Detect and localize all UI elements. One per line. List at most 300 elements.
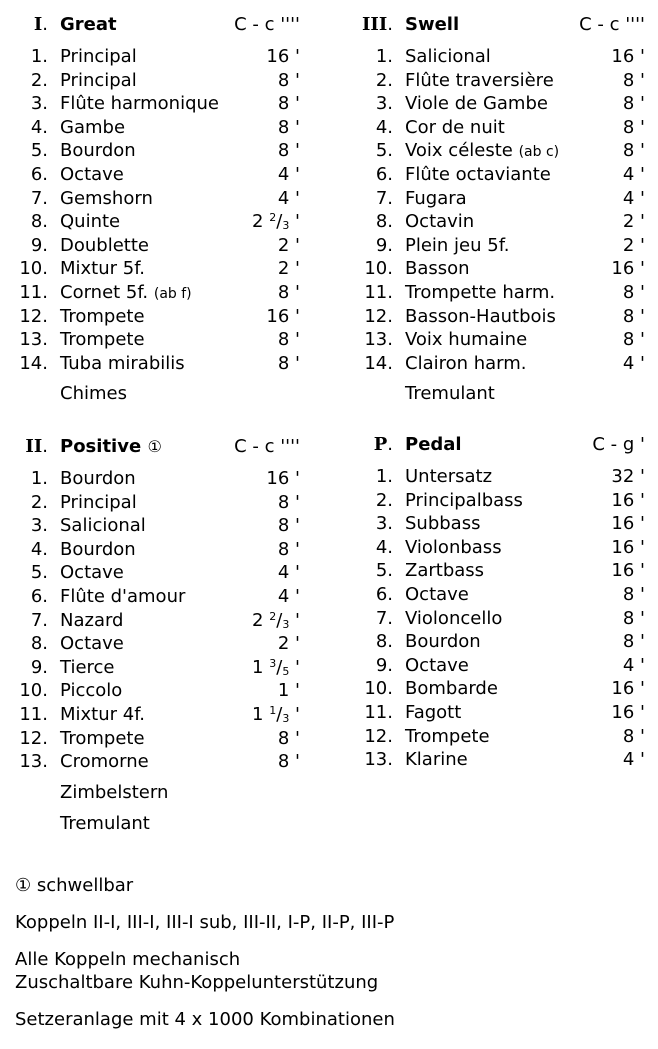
- stop-number: 5.: [30, 562, 48, 584]
- stop-row: [0, 352, 300, 376]
- pitch-unit: ': [295, 211, 300, 233]
- stop-pitch: 16 ': [611, 46, 645, 67]
- stop-name: [60, 234, 149, 258]
- stop-name-text: Principalbass: [405, 489, 523, 511]
- stop-name: [405, 305, 556, 329]
- stop-pitch: 8 ': [277, 281, 300, 303]
- stop-name: [405, 210, 474, 234]
- stop-name-text: Principal: [60, 491, 137, 513]
- stop-name: [405, 163, 551, 187]
- division-title: Swell: [405, 14, 460, 35]
- stop-row: [0, 656, 300, 680]
- stop-pitch: 2 ': [622, 211, 645, 233]
- coupler-assist-text: Zuschaltbare Kuhn-Koppelunterstützung: [15, 972, 379, 993]
- stop-number: 10.: [19, 258, 48, 280]
- stop-row: [345, 725, 645, 749]
- accessory-item: Chimes: [60, 383, 127, 405]
- stop-name-text: Flûte traversière: [405, 69, 554, 91]
- stop-number: 2.: [30, 69, 48, 91]
- stop-number: 12.: [19, 727, 48, 749]
- stop-name: [60, 656, 115, 680]
- stop-name-text: Zartbass: [405, 560, 485, 582]
- stop-number: 3.: [30, 93, 48, 115]
- stop-row: [0, 305, 300, 329]
- stop-name-text: Violoncello: [405, 607, 503, 629]
- stop-name: [60, 187, 153, 211]
- stop-number: 12.: [364, 725, 393, 747]
- stop-pitch: 8 ': [277, 515, 300, 537]
- stop-number: 8.: [30, 633, 48, 655]
- stop-pitch: 16 ': [266, 468, 300, 489]
- stop-name-text: Bourdon: [60, 468, 136, 489]
- stop-pitch: 8 ': [622, 631, 645, 653]
- stop-name-text: Octavin: [405, 211, 475, 233]
- stop-number: 10.: [364, 678, 393, 700]
- stop-number: 3.: [30, 515, 48, 537]
- stop-name-text: Trompete: [60, 305, 145, 327]
- stop-pitch: 8 ': [622, 305, 645, 327]
- stop-name-text: Plein jeu 5f.: [405, 234, 510, 256]
- stop-row: [345, 257, 645, 281]
- pitch-numerator: 3: [269, 656, 277, 670]
- stop-number: 2.: [30, 491, 48, 513]
- stop-name: [60, 281, 192, 307]
- stop-row: [345, 328, 645, 352]
- stop-number: 7.: [375, 187, 393, 209]
- stop-row: [345, 748, 645, 772]
- stop-pitch: 4 ': [622, 163, 645, 185]
- stop-row: [345, 352, 645, 376]
- stop-pitch: 16 ': [611, 678, 645, 700]
- stop-number: 14.: [364, 352, 393, 374]
- stop-row: [345, 210, 645, 234]
- stop-name: [405, 69, 554, 93]
- stop-name-text: Fagott: [405, 701, 462, 723]
- stop-name-text: Octave: [405, 654, 469, 676]
- stop-pitch: 2 $^2/_3$ ': [252, 609, 300, 631]
- stop-name-text: Cornet 5f.: [60, 281, 149, 303]
- stop-name: [405, 559, 484, 583]
- stop-row: [0, 187, 300, 211]
- extras-list: [0, 777, 300, 839]
- stop-number: 14.: [19, 352, 48, 374]
- stop-pitch: 8 ': [277, 140, 300, 162]
- division-numeral: II.: [25, 436, 48, 457]
- stop-name-text: Gemshorn: [60, 187, 153, 209]
- stop-row: [0, 467, 300, 491]
- stop-pitch: 4 ': [277, 163, 300, 185]
- stop-row: [345, 654, 645, 678]
- division-compass: C - c '''': [579, 14, 645, 35]
- stop-pitch: 8 ': [277, 352, 300, 374]
- stop-number: 7.: [30, 187, 48, 209]
- stop-name-text: Bourdon: [60, 140, 136, 162]
- stop-row: [345, 512, 645, 536]
- stop-row: [0, 281, 300, 305]
- footnote-marker-icon: ①: [147, 437, 162, 456]
- stop-name-text: Basson: [405, 258, 470, 280]
- stop-name-text: Flûte octaviante: [405, 163, 551, 185]
- stop-pitch: 4 ': [277, 562, 300, 584]
- stop-name-text: Flûte harmonique: [60, 93, 220, 115]
- stop-pitch: 8 ': [622, 281, 645, 303]
- mechanical-couplers-text: Alle Koppeln mechanisch: [15, 949, 241, 970]
- stop-pitch: 2 ': [622, 234, 645, 256]
- stop-name: [60, 163, 124, 187]
- pitch-whole: 2: [252, 211, 264, 233]
- division-compass: C - c '''': [234, 436, 300, 457]
- stop-name: [60, 139, 136, 163]
- stop-number: 3.: [375, 93, 393, 115]
- stop-name: [405, 630, 481, 654]
- accessory-item: Zimbelstern: [60, 781, 169, 803]
- stop-name: [60, 727, 145, 751]
- stop-number: 11.: [364, 281, 393, 303]
- stop-name-text: Trompete: [405, 725, 490, 747]
- stop-name-text: Octave: [405, 583, 469, 605]
- stop-number: 10.: [364, 258, 393, 280]
- stop-row: [345, 305, 645, 329]
- stop-name: [60, 305, 145, 329]
- stop-name-text: Voix céleste: [405, 140, 513, 162]
- stop-number: 6.: [375, 583, 393, 605]
- stop-number: 6.: [375, 163, 393, 185]
- stop-number: 13.: [364, 329, 393, 351]
- stop-row: [345, 701, 645, 725]
- stop-pitch: 16 ': [266, 305, 300, 327]
- stop-name: [405, 465, 492, 489]
- stop-pitch: 8 ': [277, 727, 300, 749]
- couplers-text: Koppeln II-I, III-I, III-I sub, III-II, I-P, II-P, III-P: [15, 912, 395, 933]
- pitch-unit: ': [295, 703, 300, 725]
- stop-note: (ab c): [518, 144, 560, 161]
- stop-name-text: Octave: [60, 562, 124, 584]
- stop-pitch: 16 ': [611, 701, 645, 723]
- stop-name: [405, 45, 491, 69]
- stop-pitch: 8 ': [622, 116, 645, 138]
- stop-name: [405, 512, 480, 536]
- stop-name-text: Doublette: [60, 234, 149, 256]
- stop-row: [0, 750, 300, 774]
- stop-name: [405, 748, 468, 772]
- division-title: Positive ①: [60, 436, 162, 457]
- stop-name: [405, 257, 470, 281]
- stop-name-text: Octave: [60, 163, 124, 185]
- stop-name-text: Salicional: [405, 46, 491, 67]
- pitch-denominator: 5: [282, 664, 290, 678]
- division-positive: [0, 434, 300, 839]
- stop-row: [345, 116, 645, 140]
- stop-number: 11.: [19, 281, 48, 303]
- stop-name: [405, 654, 469, 678]
- accessory-item: Tremulant: [60, 812, 150, 834]
- stop-name: [405, 116, 505, 140]
- stop-name: [60, 561, 124, 585]
- stop-name: [405, 583, 469, 607]
- stop-name: [60, 609, 123, 633]
- stop-name: [405, 607, 502, 631]
- stop-number: 5.: [375, 140, 393, 162]
- extras-list: [345, 378, 645, 409]
- stop-number: 3.: [375, 513, 393, 535]
- stop-row: [0, 257, 300, 281]
- stop-name: [60, 352, 185, 376]
- stop-name-text: Tierce: [60, 656, 115, 678]
- stop-number: 4.: [375, 536, 393, 558]
- division-numeral: I.: [33, 14, 48, 35]
- pitch-denominator: 3: [282, 219, 290, 233]
- stop-row: [345, 234, 645, 258]
- stop-pitch: 16 ': [611, 536, 645, 558]
- stop-name: [405, 281, 555, 305]
- stop-name: [60, 514, 146, 538]
- stop-number: 7.: [375, 607, 393, 629]
- stop-pitch: 8 ': [277, 751, 300, 773]
- division-compass: C - g ': [592, 434, 645, 455]
- stop-name: [405, 92, 548, 116]
- stop-row: [345, 489, 645, 513]
- stop-pitch: 1 ': [277, 680, 300, 702]
- stop-name-text: Piccolo: [60, 680, 123, 702]
- stop-number: 1.: [375, 466, 393, 487]
- stop-pitch: 8 ': [622, 607, 645, 629]
- stop-row: [0, 328, 300, 352]
- stop-name-text: Violonbass: [405, 536, 502, 558]
- division-great: [0, 12, 300, 409]
- stop-row: [0, 514, 300, 538]
- stop-number: 7.: [30, 609, 48, 631]
- stop-pitch: 8 ': [277, 116, 300, 138]
- stop-pitch: 8 ': [277, 69, 300, 91]
- stop-pitch: 2 ': [277, 633, 300, 655]
- stop-pitch: 4 ': [277, 585, 300, 607]
- stop-row: [345, 630, 645, 654]
- stop-name: [60, 92, 219, 116]
- stop-name-text: Basson-Hautbois: [405, 305, 556, 327]
- stop-pitch: 16 ': [611, 489, 645, 511]
- stop-name: [405, 234, 509, 258]
- stop-number: 13.: [364, 749, 393, 771]
- footer-notes: [15, 874, 395, 1045]
- stop-number: 12.: [19, 305, 48, 327]
- stop-row: [0, 234, 300, 258]
- stop-list: [0, 45, 300, 375]
- stop-name: [60, 69, 137, 93]
- stop-number: 6.: [30, 585, 48, 607]
- stop-number: 4.: [30, 116, 48, 138]
- stop-name: [405, 489, 523, 513]
- stop-row: [345, 187, 645, 211]
- stop-number: 5.: [30, 140, 48, 162]
- stop-name-text: Subbass: [405, 513, 481, 535]
- stop-row: [0, 116, 300, 140]
- stop-row: [345, 465, 645, 489]
- stop-number: 8.: [375, 631, 393, 653]
- stop-name-text: Untersatz: [405, 466, 493, 487]
- stop-pitch: 8 ': [622, 583, 645, 605]
- pitch-numerator: 2: [269, 211, 277, 225]
- stop-number: 9.: [375, 654, 393, 676]
- division-swell: [345, 12, 645, 409]
- stop-name-text: Bourdon: [405, 631, 481, 653]
- stop-row: [0, 210, 300, 234]
- stop-name-text: Bourdon: [60, 538, 136, 560]
- stop-row: [0, 139, 300, 163]
- stop-name: [405, 328, 527, 352]
- stop-name-text: Nazard: [60, 609, 124, 631]
- stop-note: (ab f): [153, 285, 192, 302]
- stop-pitch: 2 ': [277, 234, 300, 256]
- stop-row: [0, 703, 300, 727]
- division-title: Great: [60, 14, 117, 35]
- stop-name-text: Klarine: [405, 749, 468, 771]
- pitch-denominator: 3: [282, 711, 290, 725]
- stop-pitch: 32 ': [611, 466, 645, 487]
- stop-name-text: Viole de Gambe: [405, 93, 548, 115]
- stop-row: [345, 139, 645, 163]
- stop-row: [0, 679, 300, 703]
- stop-number: 2.: [375, 489, 393, 511]
- stop-name: [60, 116, 125, 140]
- stop-name: [405, 139, 559, 165]
- stop-name: [60, 703, 145, 727]
- stop-row: [0, 45, 300, 69]
- stop-number: 13.: [19, 751, 48, 773]
- stop-number: 4.: [30, 538, 48, 560]
- stop-name-text: Clairon harm.: [405, 352, 527, 374]
- stop-number: 11.: [364, 701, 393, 723]
- division-pedal: [345, 432, 645, 772]
- stop-pitch: 8 ': [622, 329, 645, 351]
- division-header: [345, 12, 645, 38]
- stop-number: 13.: [19, 329, 48, 351]
- stop-name-text: Trompete: [60, 329, 145, 351]
- stop-name: [405, 187, 467, 211]
- stop-number: 2.: [375, 69, 393, 91]
- stop-pitch: 8 ': [277, 538, 300, 560]
- stop-name-text: Salicional: [60, 515, 146, 537]
- stop-pitch: 4 ': [622, 654, 645, 676]
- stop-row: [345, 69, 645, 93]
- pitch-unit: ': [295, 656, 300, 678]
- stop-name: [60, 632, 124, 656]
- stop-pitch: 8 ': [622, 69, 645, 91]
- stop-pitch: 4 ': [622, 187, 645, 209]
- stop-name-text: Cor de nuit: [405, 116, 505, 138]
- stop-list: [0, 467, 300, 774]
- stop-row: [0, 727, 300, 751]
- stop-number: 12.: [364, 305, 393, 327]
- division-compass: C - c '''': [234, 14, 300, 35]
- stop-number: 9.: [30, 656, 48, 678]
- stop-name-text: Quinte: [60, 211, 121, 233]
- stop-name-text: Voix humaine: [405, 329, 528, 351]
- division-title: Pedal: [405, 434, 462, 455]
- stop-row: [0, 69, 300, 93]
- division-numeral: P.: [373, 434, 393, 455]
- stop-name: [60, 750, 149, 774]
- stop-name-text: Bombarde: [405, 678, 498, 700]
- stop-number: 1.: [375, 46, 393, 67]
- pitch-whole: 1: [252, 703, 264, 725]
- division-numeral: III.: [362, 14, 393, 35]
- stop-row: [345, 607, 645, 631]
- stop-row: [0, 561, 300, 585]
- stop-pitch: 8 ': [277, 491, 300, 513]
- stop-name-text: Octave: [60, 633, 124, 655]
- accessory-item: Tremulant: [405, 383, 495, 405]
- stop-number: 1.: [30, 46, 48, 67]
- stop-row: [345, 677, 645, 701]
- pitch-whole: 1: [252, 656, 264, 678]
- stop-name: [60, 328, 145, 352]
- stop-pitch: 1 $^1/_3$ ': [252, 703, 300, 725]
- stop-row: [345, 92, 645, 116]
- stop-list: [345, 45, 645, 375]
- combination-system-text: Setzeranlage mit 4 x 1000 Kombinationen: [15, 1009, 395, 1030]
- stop-number: 10.: [19, 680, 48, 702]
- stop-name-text: Principal: [60, 46, 137, 67]
- stop-pitch: 8 ': [622, 725, 645, 747]
- stop-row: [0, 163, 300, 187]
- stop-name: [405, 677, 498, 701]
- stop-pitch: 8 ': [622, 93, 645, 115]
- stop-row: [345, 163, 645, 187]
- stop-name: [60, 467, 136, 491]
- stop-row: [0, 92, 300, 116]
- stop-number: 4.: [375, 116, 393, 138]
- stop-pitch: 4 ': [622, 749, 645, 771]
- stop-name-text: Tuba mirabilis: [60, 352, 185, 374]
- stop-name: [60, 210, 120, 234]
- pitch-whole: 2: [252, 609, 264, 631]
- stop-row: [345, 45, 645, 69]
- stop-name: [60, 679, 122, 703]
- stop-row: [0, 632, 300, 656]
- stop-pitch: 8 ': [622, 140, 645, 162]
- stop-pitch: 16 ': [611, 258, 645, 280]
- stop-pitch: 16 ': [266, 46, 300, 67]
- stop-name: [405, 725, 490, 749]
- stop-pitch: 8 ': [277, 329, 300, 351]
- stop-number: 5.: [375, 560, 393, 582]
- stop-number: 8.: [375, 211, 393, 233]
- stop-pitch: 16 ': [611, 513, 645, 535]
- pitch-denominator: 3: [282, 617, 290, 631]
- stop-name-text: Trompete: [60, 727, 145, 749]
- stop-name: [60, 538, 136, 562]
- division-header: [0, 12, 300, 38]
- stop-name-text: Fugara: [405, 187, 467, 209]
- stop-name: [60, 491, 137, 515]
- stop-number: 6.: [30, 163, 48, 185]
- stop-pitch: 1 $^3/_5$ ': [252, 656, 300, 678]
- stop-number: 8.: [30, 211, 48, 233]
- stop-pitch: 2 ': [277, 258, 300, 280]
- stop-row: [0, 538, 300, 562]
- stop-name: [405, 352, 527, 376]
- stop-name-text: Cromorne: [60, 751, 149, 773]
- stop-row: [0, 609, 300, 633]
- stop-number: 1.: [30, 468, 48, 489]
- extras-list: [0, 378, 300, 409]
- stop-name: [405, 701, 461, 725]
- stop-pitch: 4 ': [622, 352, 645, 374]
- stop-number: 11.: [19, 703, 48, 725]
- pitch-numerator: 1: [269, 703, 277, 717]
- stop-pitch: 16 ': [611, 560, 645, 582]
- stop-row: [345, 536, 645, 560]
